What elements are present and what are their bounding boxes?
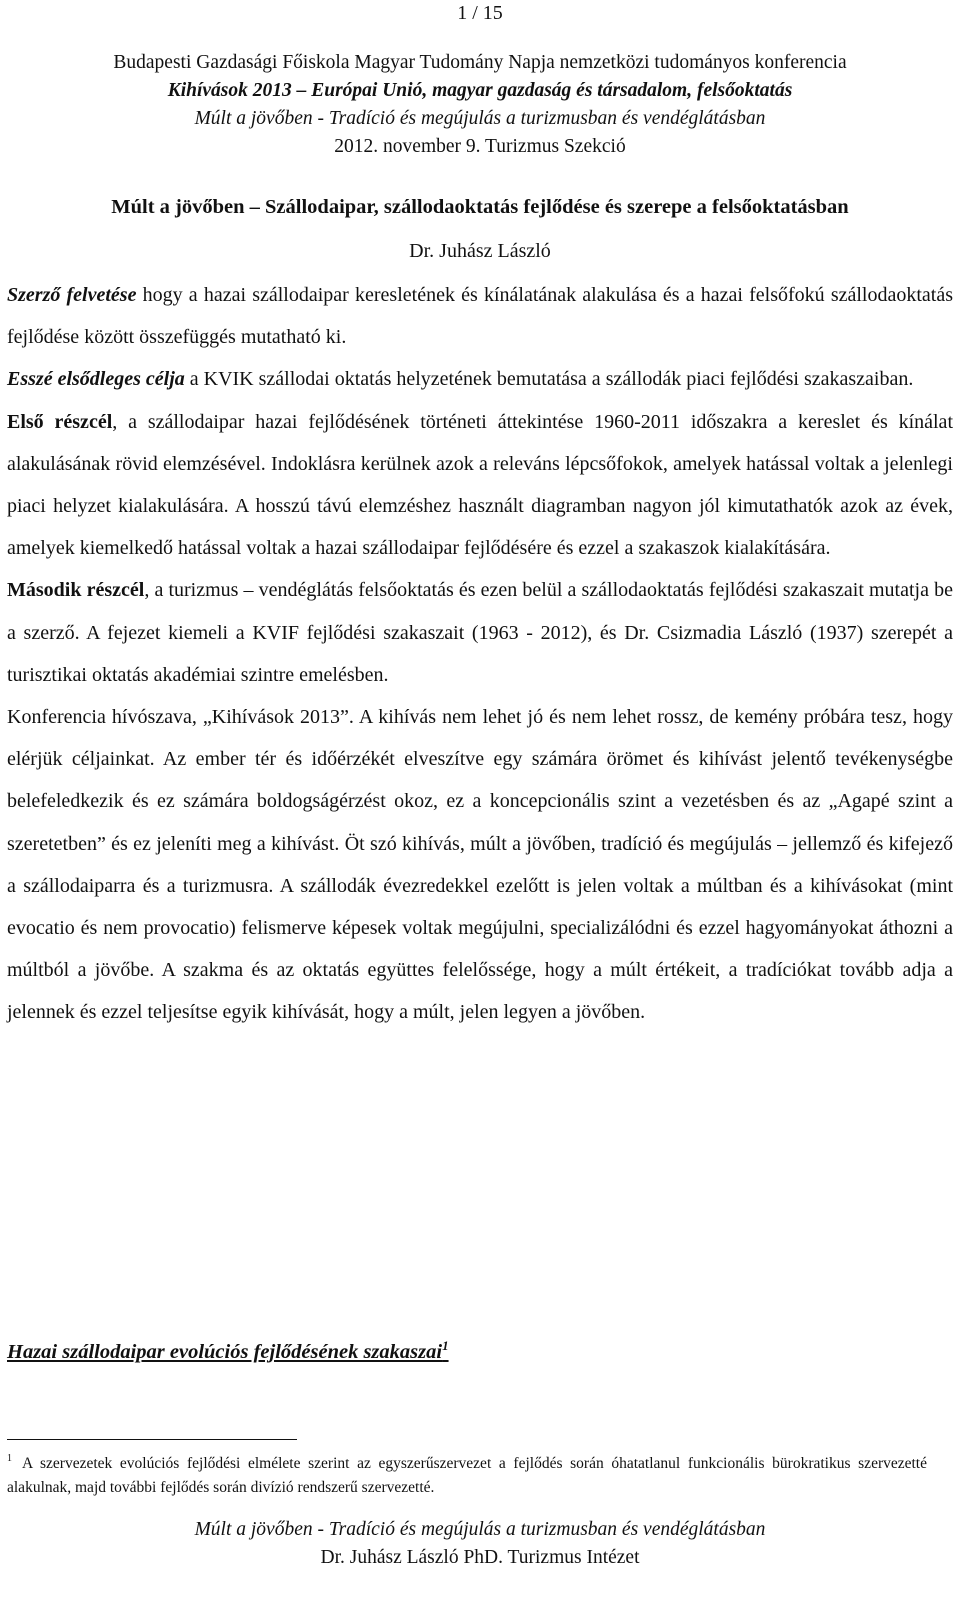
paragraph-1 xyxy=(7,274,953,358)
paragraph-text: hogy a hazai szállodaipar keresletének és kínálatának alakulása és a hazai felsőfokú szállodaoktatás fejlődése között összefüggés mutatható ki. xyxy=(7,284,953,349)
paragraph-lead: Esszé elsődleges célja xyxy=(7,368,185,391)
author: Dr. Juhász László xyxy=(409,240,551,262)
section-heading xyxy=(7,1331,449,1367)
paragraph-text: , a szállodaipar hazai fejlődésének történeti áttekintése 1960-2011 időszakra a kereslet és kínálat alakulásának rövid elemzésével. Indoklásra kerülnek azok a releváns lépcsőfokok, amelyek hatással voltak a jelenlegi piaci helyzet kialakulására. A hosszú távú elemzéshez használt diagramban nagyon jól kimutathatók azok az évek, amelyek kiemelkedő hatással voltak a hazai szállodaipar fejlődésére és ezzel a szakaszok kialakítására. xyxy=(7,410,953,560)
header-line-theme: Múlt a jövőben - Tradíció és megújulás a turizmusban és vendéglátásban xyxy=(194,108,766,129)
paragraph-lead: Szerző felvetése xyxy=(7,284,137,306)
footnote-text: A szervezetek evolúciós fejlődési elmélete szerint az egyszerűszervezet a fejlődés során óhatatlanul funkcionális bürokratikus szervezetté alakulnak, majd további fejlődés során divízió rendszerű szervezetté. xyxy=(7,1455,927,1496)
footnote-mark: 1 xyxy=(7,1453,12,1464)
paragraph-lead: Második részcél xyxy=(7,579,145,602)
paragraph-2 xyxy=(7,358,953,400)
paragraph-text: Konferencia hívószava, „Kihívások 2013”. A kihívás nem lehet jó és nem lehet rossz, de kemény próbára tesz, hogy elérjük céljainkat. Az ember tér és időérzékét elveszítve egy számára örömet és kihívást jelentő tevékenységbe belefeledkezik és ez számára boldogságérzést okoz, ez a koncepcionális szint a vezetésben és az „Agapé szint a szeretetben” és ez jeleníti meg a kihívást. Öt szó kihívás, múlt a jövőben, tradíció és megújulás – jellemző és kifejező a szállodaiparra és a turizmusra. A szállodák évezredekkel ezelőtt is jelen voltak a múltban és a kihívásokat (mint evocatio és nem provocatio) felismerve képesek voltak megújulni, specializálódni és ezzel hagyományokat áthozni a múltból a jövőbe. A szakma és az oktatás együttes felelőssége, hogy a múlt értékeit, a tradíciókat tovább adja a jelennek és ezzel teljesítse egyik kihívását, hogy a múlt, jelen legyen a jövőben. xyxy=(7,706,953,1024)
paragraph-text: a KVIK szállodai oktatás helyzetének bemutatása a szállodák piaci fejlődési szakaszaiban. xyxy=(184,368,914,391)
paragraph-4 xyxy=(7,569,953,696)
section-heading-text: Hazai szállodaipar evolúciós fejlődésének szakaszai xyxy=(7,1341,443,1363)
page-number: 1 / 15 xyxy=(457,2,503,24)
header-line-conference: Kihívások 2013 – Európai Unió, magyar gazdaság és társadalom, felsőoktatás xyxy=(167,80,793,101)
footnote xyxy=(7,1447,927,1500)
paragraph-text: , a turizmus – vendéglátás felsőoktatás és ezen belül a szállodaoktatás fejlődési szakaszait mutatja be a szerző. A fejezet kiemeli a KVIF fejlődési szakaszait (1963 - 2012), és Dr. Csizmadia László (1937) szerepét a turisztikai oktatás akadémiai szintre emelésben. xyxy=(7,579,953,686)
document-title: Múlt a jövőben – Szállodaipar, szállodaoktatás fejlődése és szerepe a felsőoktatásban xyxy=(111,196,849,218)
footnote-divider xyxy=(7,1439,297,1440)
paragraph-5 xyxy=(7,696,953,1034)
footnote-reference[interactable]: 1 xyxy=(442,1338,449,1353)
header-line-institution: Budapesti Gazdasági Főiskola Magyar Tudomány Napja nemzetközi tudományos konferencia xyxy=(113,52,847,73)
footer-line-author: Dr. Juhász László PhD. Turizmus Intézet xyxy=(320,1547,640,1568)
header-line-date: 2012. november 9. Turizmus Szekció xyxy=(334,136,626,157)
conference-header xyxy=(0,49,960,161)
page-footer xyxy=(0,1516,960,1572)
footer-line-theme: Múlt a jövőben - Tradíció és megújulás a turizmusban és vendéglátásban xyxy=(194,1519,766,1540)
paragraph-3 xyxy=(7,401,953,570)
body-text xyxy=(7,274,953,1034)
paragraph-lead: Első részcél xyxy=(7,410,113,433)
